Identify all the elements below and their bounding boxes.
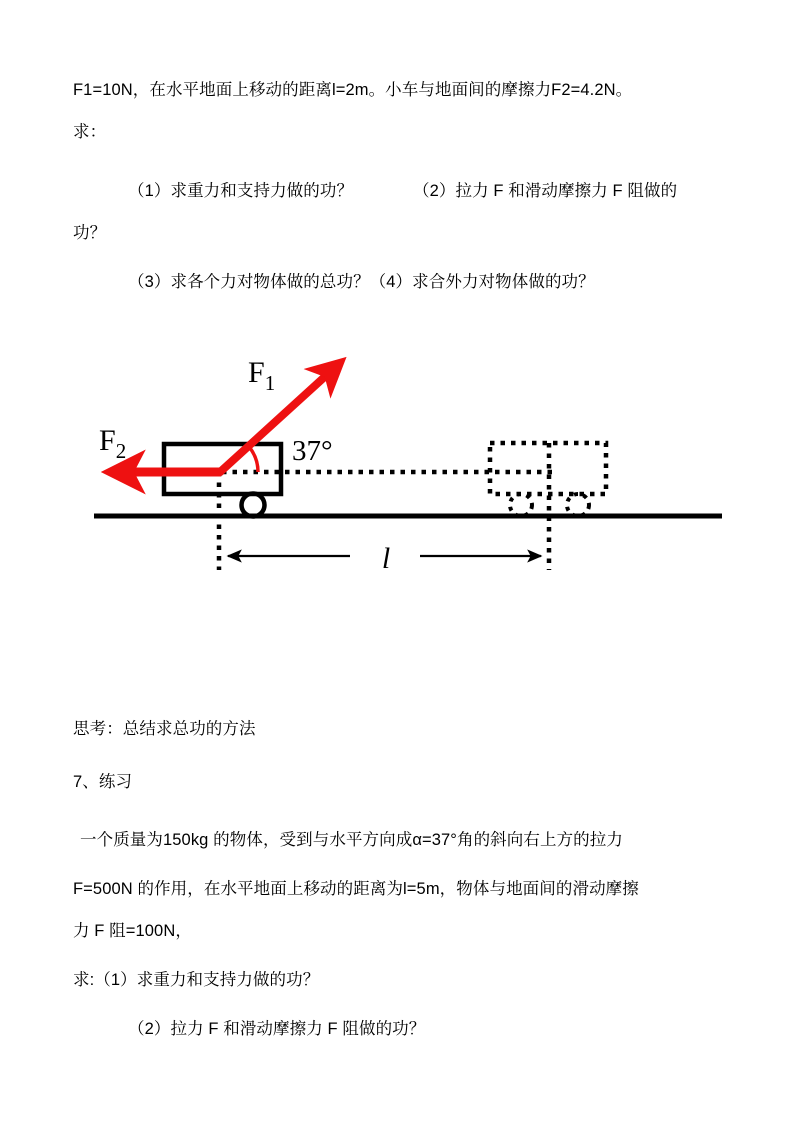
paragraph-ask-label: 求： bbox=[73, 123, 107, 141]
distance-label: l bbox=[381, 542, 391, 575]
angle-label: 37° bbox=[292, 435, 333, 467]
paragraph-exercise-question1: 求:（1）求重力和支持力做的功？ bbox=[73, 971, 320, 989]
heading-exercise-7: 7、练习 bbox=[73, 773, 133, 791]
angle-arc bbox=[250, 448, 258, 472]
force-f2-label: $F_2$ bbox=[99, 424, 127, 463]
paragraph-question-2: （2）拉力 F 和滑动摩擦力 F 阻做的 bbox=[413, 182, 678, 200]
paragraph-question-3-and-4: （3）求各个力对物体做的总功？（4）求合外力对物体做的功？ bbox=[128, 273, 595, 291]
paragraph-exercise-question2: （2）拉力 F 和滑动摩擦力 F 阻做的功？ bbox=[128, 1020, 426, 1038]
paragraph-think-prompt: 思考：总结求总功的方法 bbox=[73, 720, 256, 738]
paragraph-question-1: （1）求重力和支持力做的功？ bbox=[128, 182, 354, 200]
paragraph-exercise-line3: 力 F 阻=100N， bbox=[73, 922, 192, 940]
paragraph-problem-given: F1=10N，在水平地面上移动的距离l=2m。小车与地面间的摩擦力F2=4.2N。 bbox=[73, 81, 633, 99]
paragraph-question-2-cont: 功？ bbox=[73, 224, 107, 242]
paragraph-exercise-line2: F=500N 的作用，在水平地面上移动的距离为l=5m，物体与地面间的滑动摩擦 bbox=[73, 880, 639, 898]
physics-diagram bbox=[0, 330, 794, 600]
cart-initial-position bbox=[164, 444, 281, 517]
force-f1-label: $F_1$ bbox=[248, 356, 276, 395]
paragraph-exercise-line1: 一个质量为150kg 的物体，受到与水平方向成α=37°角的斜向右上方的拉力 bbox=[80, 831, 623, 849]
